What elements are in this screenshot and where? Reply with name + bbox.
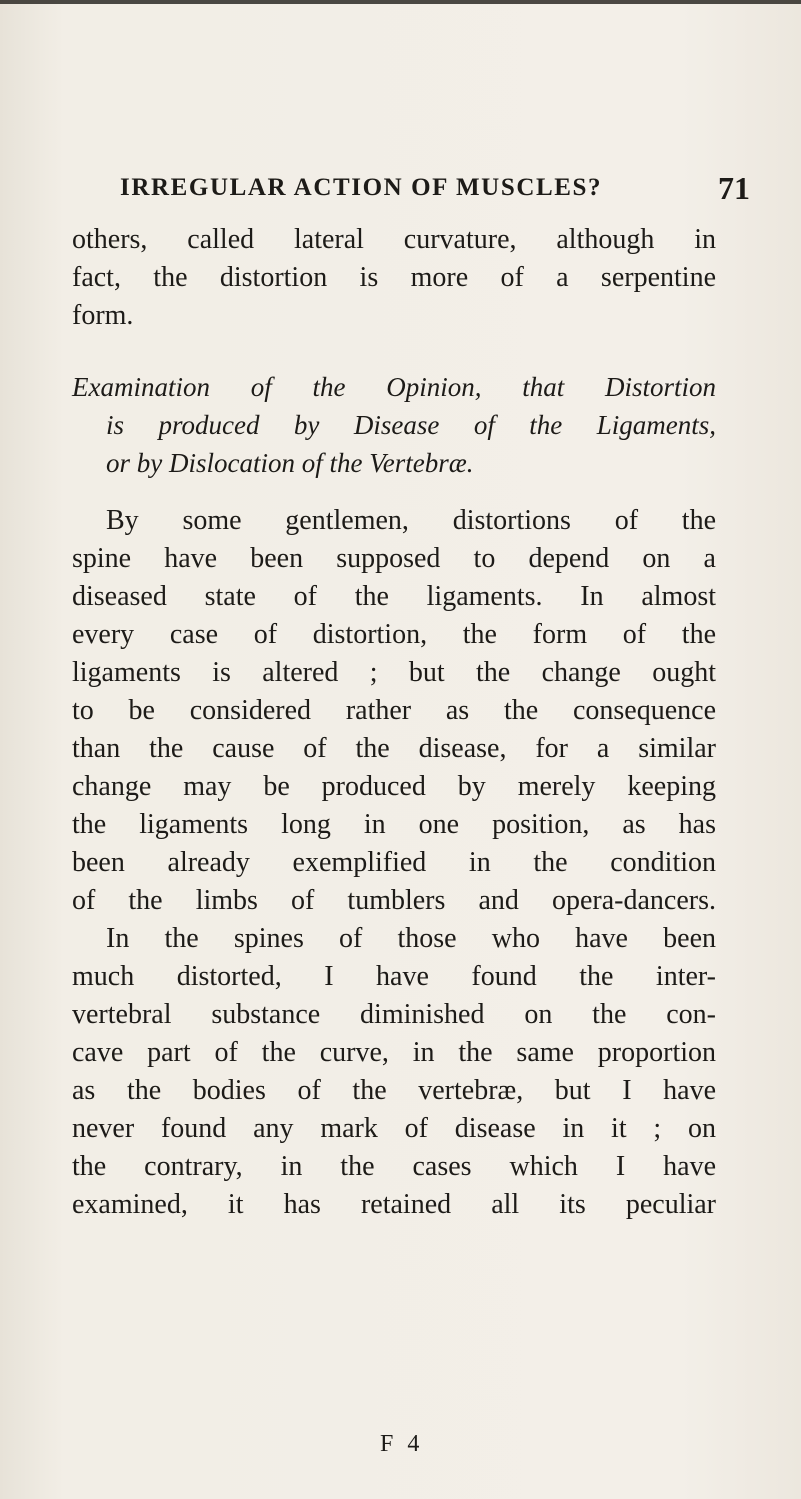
text-line: than the cause of the disease, for a similar [72,733,716,764]
heading-line: or by Dislocation of the Vertebræ. [106,448,474,478]
text-line: never found any mark of disease in it ; on [72,1113,716,1144]
text-line: been already exemplified in the condition [72,847,716,878]
text-line: spine have been supposed to depend on a [72,543,716,574]
text-line: fact, the distortion is more of a serpentine [72,262,716,293]
text-line: ligaments is altered ; but the change ought [72,657,716,688]
text-line: the ligaments long in one position, as has [72,809,716,840]
text-line: change may be produced by merely keeping [72,771,716,802]
text-line: to be considered rather as the consequence [72,695,716,726]
text-line: diseased state of the ligaments. In almost [72,581,716,612]
section-heading [72,368,716,482]
text-line: By some gentlemen, distortions of the [106,505,716,536]
signature-mark: F 4 [380,1431,424,1457]
page-top-edge [0,0,801,4]
running-head [0,170,801,210]
text-line: examined, it has retained all its peculiar [72,1189,716,1220]
intro-paragraph [72,221,716,335]
text-line: cave part of the curve, in the same proportion [72,1037,716,1068]
text-line: In the spines of those who have been [106,923,716,954]
running-title: IRREGULAR ACTION OF MUSCLES? [120,174,603,201]
heading-line: is produced by Disease of the Ligaments, [106,410,716,440]
page-number: 71 [718,170,750,206]
text-line: every case of distortion, the form of the [72,619,716,650]
text-line: of the limbs of tumblers and opera-dancers. [72,885,716,916]
text-line: as the bodies of the vertebræ, but I have [72,1075,716,1106]
text-line: others, called lateral curvature, although in [72,224,716,255]
text-line: vertebral substance diminished on the con- [72,999,716,1030]
text-line: the contrary, in the cases which I have [72,1151,716,1182]
text-line: form. [72,300,134,331]
heading-line: Examination of the Opinion, that Distortion [72,372,716,402]
body-paragraphs [72,502,716,1224]
text-line: much distorted, I have found the inter- [72,961,716,992]
